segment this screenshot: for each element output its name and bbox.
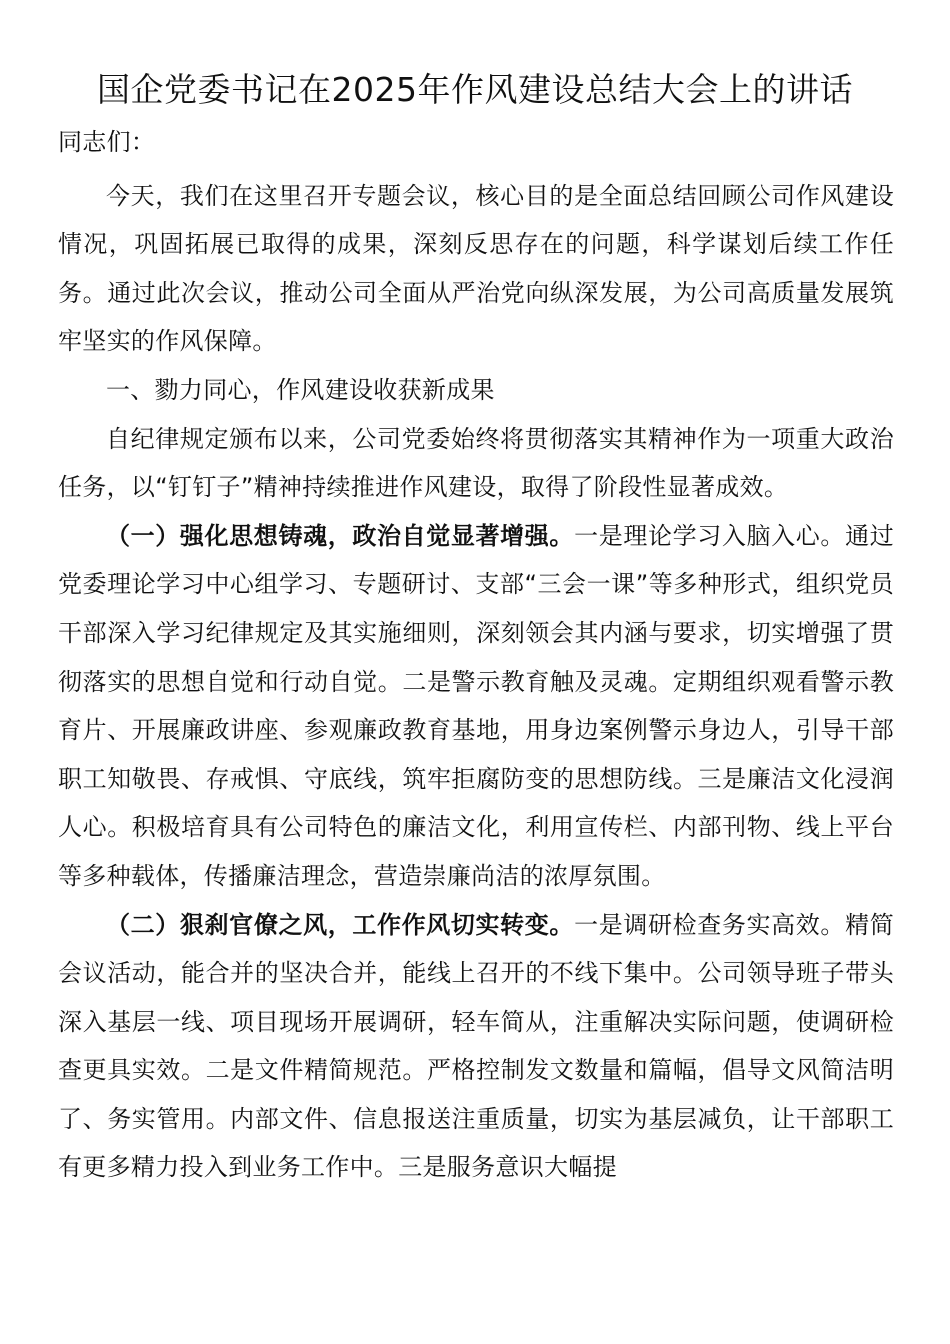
subsection-2-text: 一是调研检查务实高效。精简会议活动，能合并的坚决合并，能线上召开的不线下集中。公司领导班子带头深入基层一线、项目现场开展调研，轻车简从，注重解决实际问题，使调研检查更具实效。二是文件精简规范。严格控制发文数量和篇幅，倡导文风简洁明了、务实管用。内部文件、信息报送注重质量，切实为基层减负，让干部职工有更多精力投入到业务工作中。三是服务意识大幅提 — [58, 910, 894, 1182]
document-body — [58, 118, 894, 1192]
subsection-2-paragraph — [58, 901, 894, 1193]
subsection-1-lead: （一）强化思想铸魂，政治自觉显著增强。 — [106, 521, 575, 550]
subsection-2-lead: （二）狠刹官僚之风，工作作风切实转变。 — [106, 910, 575, 939]
section-heading-1: 一、勠力同心，作风建设收获新成果 — [106, 375, 495, 404]
subsection-1-paragraph — [58, 512, 894, 901]
section-1-paragraph: 自纪律规定颁布以来，公司党委始终将贯彻落实其精神作为一项重大政治任务，以“钉钉子”精神持续推进作风建设，取得了阶段性显著成效。 — [58, 424, 894, 502]
greeting: 同志们： — [58, 128, 156, 156]
subsection-1-text: 一是理论学习入脑入心。通过党委理论学习中心组学习、专题研讨、支部“三会一课”等多种形式，组织党员干部深入学习纪律规定及其实施细则，深刻领会其内涵与要求，切实增强了贯彻落实的思想自觉和行动自觉。二是警示教育触及灵魂。定期组织观看警示教育片、开展廉政讲座、参观廉政教育基地，用身边案例警示身边人，引导干部职工知敬畏、存戒惧、守底线，筑牢拒腐防变的思想防线。三是廉洁文化浸润人心。积极培育具有公司特色的廉洁文化，利用宣传栏、内部刊物、线上平台等多种载体，传播廉洁理念，营造崇廉尚洁的浓厚氛围。 — [58, 521, 894, 890]
intro-paragraph: 今天，我们在这里召开专题会议，核心目的是全面总结回顾公司作风建设情况，巩固拓展已取得的成果，深刻反思存在的问题，科学谋划后续工作任务。通过此次会议，推动公司全面从严治党向纵深发展，为公司高质量发展筑牢坚实的作风保障。 — [58, 181, 894, 356]
document-title: 国企党委书记在2025年作风建设总结大会上的讲话 — [97, 70, 853, 109]
